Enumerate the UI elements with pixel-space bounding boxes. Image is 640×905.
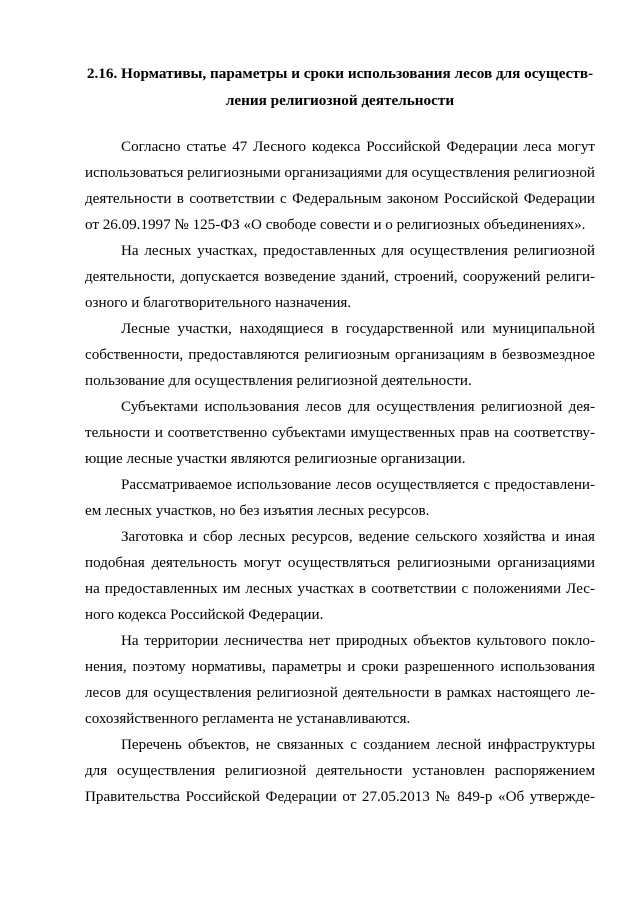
paragraph-forest-code-article-47 xyxy=(85,134,595,238)
paragraph-line: деятельности, допускается возведение зданий, строений, сооружений религи- xyxy=(85,269,595,285)
paragraph-line: на предоставленных им лесных участках в соответствии с положениями Лес- xyxy=(85,581,595,597)
paragraph-line: для осуществления религиозной деятельности установлен распоряжением xyxy=(85,763,595,779)
paragraph-line: лесов для осуществления религиозной деятельности в рамках настоящего ле- xyxy=(85,685,595,701)
paragraph-line: Правительства Российской Федерации от 27.05.2013 № 849-р «Об утвержде- xyxy=(85,789,595,805)
paragraph-line: На территории лесничества нет природных объектов культового покло- xyxy=(121,633,595,649)
paragraph-harvesting xyxy=(85,524,595,628)
paragraph-line: деятельности в соответствии с Федеральным законом Российской Федерации xyxy=(85,191,595,207)
heading-line: ления религиозной деятельности xyxy=(225,92,455,109)
paragraph-line: Лесные участки, находящиеся в государственной или муниципальной xyxy=(121,321,595,337)
paragraph-line: тельности и соответственно субъектами имущественных прав на соответству- xyxy=(85,425,595,441)
paragraph-line: собственности, предоставляются религиозным организациям в безвозмездное xyxy=(85,347,595,363)
section-heading xyxy=(62,60,618,114)
paragraph-line: Субъектами использования лесов для осуществления религиозной дея- xyxy=(121,399,595,415)
paragraph-line: использоваться религиозными организациями для осуществления религиозной xyxy=(85,165,595,181)
paragraph-line: ющие лесные участки являются религиозные организации. xyxy=(85,451,466,467)
paragraph-line: Согласно статье 47 Лесного кодекса Российской Федерации леса могут xyxy=(121,139,595,155)
paragraph-line: озного и благотворительного назначения. xyxy=(85,295,352,311)
paragraph-line: ем лесных участков, но без изъятия лесных ресурсов. xyxy=(85,503,430,519)
paragraph-line: Рассматриваемое использование лесов осуществляется с предоставлени- xyxy=(121,477,595,493)
paragraph-line: На лесных участках, предоставленных для осуществления религиозной xyxy=(121,243,595,259)
paragraph-line: подобная деятельность могут осуществляться религиозными организациями xyxy=(85,555,595,571)
paragraph-line: ного кодекса Российской Федерации. xyxy=(85,607,324,623)
paragraph-line: пользование для осуществления религиозной деятельности. xyxy=(85,373,472,389)
body-text xyxy=(85,134,595,810)
paragraph-line: от 26.09.1997 № 125-ФЗ «О свободе совести и о религиозных объединениях». xyxy=(85,217,586,233)
paragraph-line: нения, поэтому нормативы, параметры и сроки разрешенного использования xyxy=(85,659,595,675)
paragraph-buildings-allowed xyxy=(85,238,595,316)
heading-line: 2.16. Нормативы, параметры и сроки использования лесов для осуществ- xyxy=(86,65,594,82)
paragraph-no-cult-objects xyxy=(85,628,595,732)
paragraph-line: сохозяйственного регламента не устанавливаются. xyxy=(85,711,411,727)
paragraph-free-use xyxy=(85,316,595,394)
paragraph-subjects-of-use xyxy=(85,394,595,472)
paragraph-line: Перечень объектов, не связанных с созданием лесной инфраструктуры xyxy=(121,737,595,753)
paragraph-no-withdrawal xyxy=(85,472,595,524)
paragraph-line: Заготовка и сбор лесных ресурсов, ведение сельского хозяйства и иная xyxy=(121,529,595,545)
paragraph-objects-list xyxy=(85,732,595,810)
